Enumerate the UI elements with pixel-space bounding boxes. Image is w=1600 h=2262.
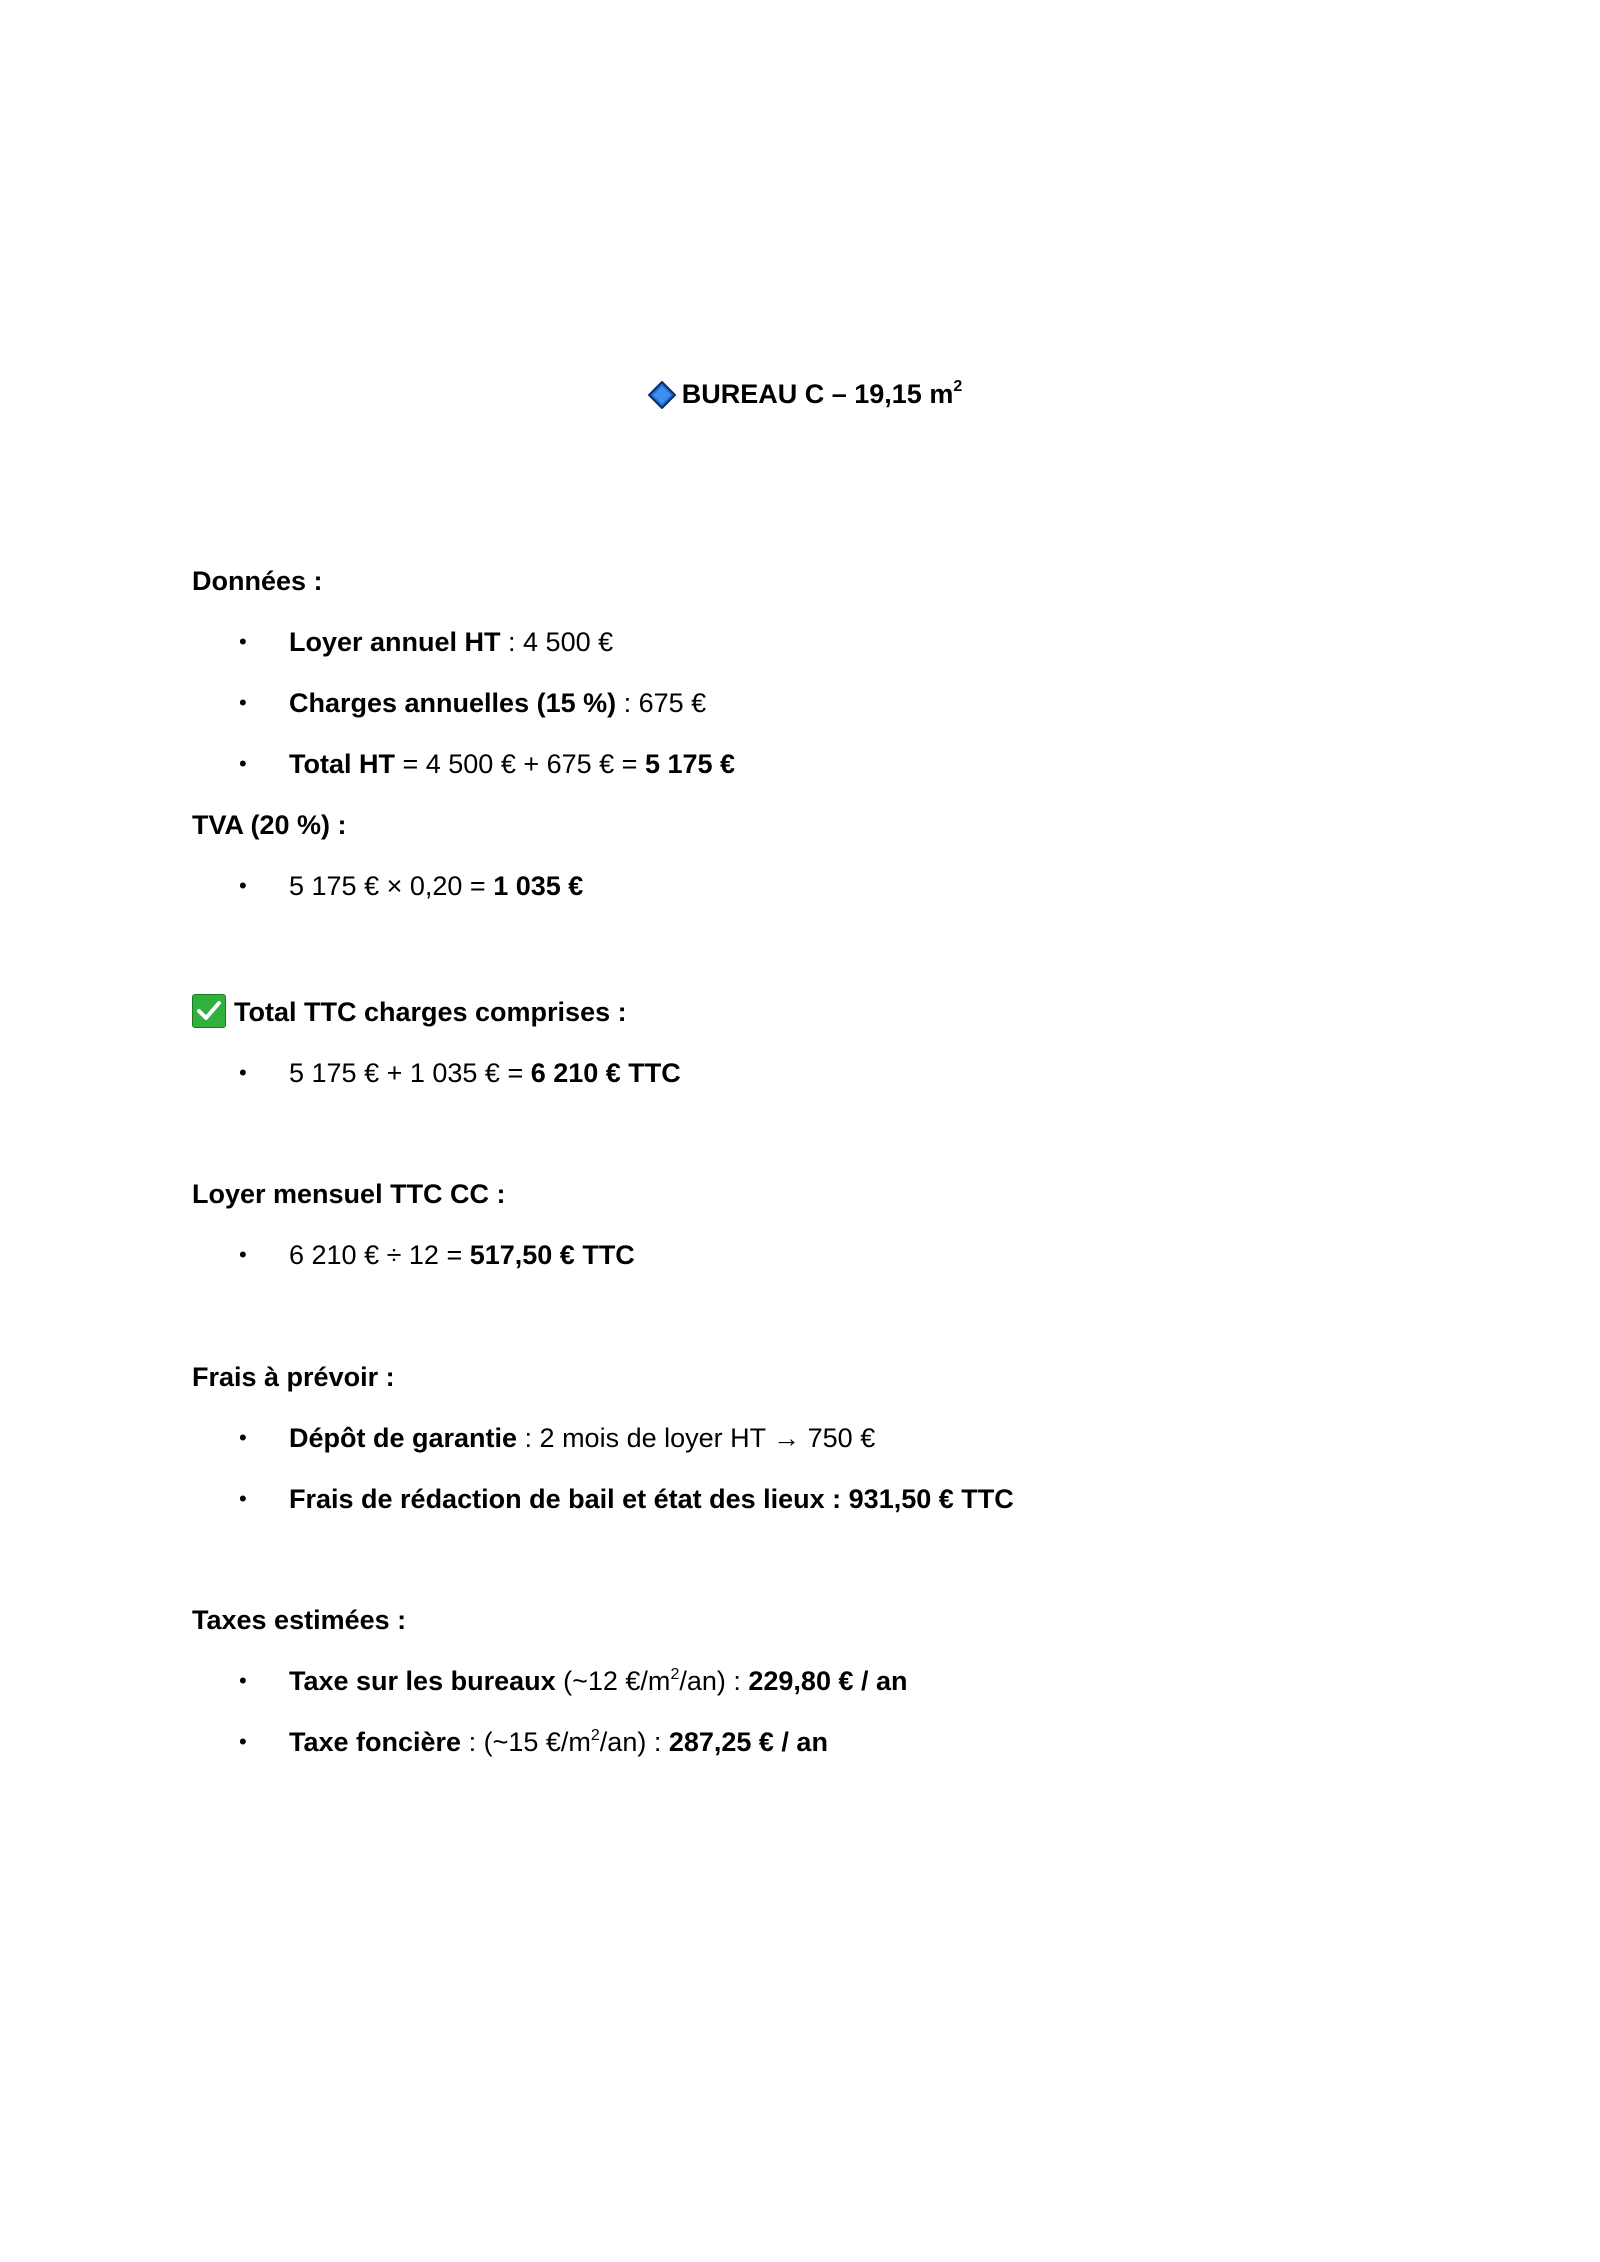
list-item [239, 1722, 828, 1762]
taxes-heading: Taxes estimées : [192, 1605, 407, 1635]
item-calc: = 4 500 € + 675 € = [394, 749, 645, 779]
item-value: : 2 mois de loyer HT → 750 € [517, 1423, 876, 1453]
item-value: : 4 500 € [500, 627, 614, 657]
item-result: 6 210 € TTC [530, 1058, 681, 1088]
item-result: 517,50 € TTC [469, 1240, 635, 1270]
item-rate-end: /an) : [679, 1666, 749, 1696]
bullet-icon: • [239, 1486, 247, 1511]
list-item [239, 1418, 875, 1458]
list-item [239, 1479, 1014, 1519]
bullet-icon: • [239, 1668, 247, 1693]
item-result: 229,80 € / an [748, 1666, 908, 1696]
bullet-icon: • [239, 873, 247, 898]
title-superscript: 2 [953, 378, 963, 395]
item-result: 5 175 € [644, 749, 736, 779]
total-ttc-heading-text: Total TTC charges comprises : [234, 997, 627, 1027]
total-ttc-heading [192, 992, 627, 1032]
item-superscript: 2 [670, 1666, 680, 1683]
mensuel-heading: Loyer mensuel TTC CC : [192, 1179, 506, 1209]
list-item [239, 1661, 908, 1701]
item-rate-end: /an) : [599, 1727, 669, 1757]
list-item [239, 683, 706, 723]
item-label: Taxe sur les bureaux [289, 1666, 556, 1696]
donnees-heading: Données : [192, 566, 323, 596]
title-text: BUREAU C – 19,15 m [681, 379, 954, 409]
blue-diamond-icon [648, 381, 676, 409]
item-calc: 5 175 € × 0,20 = [289, 871, 494, 901]
bullet-icon: • [239, 1060, 247, 1085]
item-value: : 675 € [616, 688, 707, 718]
item-label: Charges annuelles (15 %) [289, 688, 617, 718]
item-calc: 6 210 € ÷ 12 = [289, 1240, 470, 1270]
item-rate: : (~15 €/m [461, 1727, 591, 1757]
item-calc: 5 175 € + 1 035 € = [289, 1058, 531, 1088]
frais-heading: Frais à prévoir : [192, 1362, 395, 1392]
item-superscript: 2 [590, 1727, 600, 1744]
item-label: Total HT [289, 749, 395, 779]
page-title [0, 374, 1600, 414]
item-result: 287,25 € / an [668, 1727, 828, 1757]
tva-heading: TVA (20 %) : [192, 810, 347, 840]
item-label: Loyer annuel HT [289, 627, 501, 657]
list-item [239, 622, 613, 662]
item-label: Dépôt de garantie [289, 1423, 518, 1453]
item-rate: (~12 €/m [555, 1666, 671, 1696]
bullet-icon: • [239, 751, 247, 776]
list-item [239, 1235, 635, 1275]
bullet-icon: • [239, 629, 247, 654]
list-item [239, 744, 735, 784]
item-label: Frais de rédaction de bail et état des lieux : 931,50 € TTC [289, 1484, 1014, 1514]
bullet-icon: • [239, 1729, 247, 1754]
bullet-icon: • [239, 690, 247, 715]
bullet-icon: • [239, 1425, 247, 1450]
item-result: 1 035 € [493, 871, 584, 901]
check-mark-icon [192, 994, 226, 1028]
list-item [239, 1053, 681, 1093]
bullet-icon: • [239, 1242, 247, 1267]
list-item [239, 866, 583, 906]
item-label: Taxe foncière [289, 1727, 462, 1757]
